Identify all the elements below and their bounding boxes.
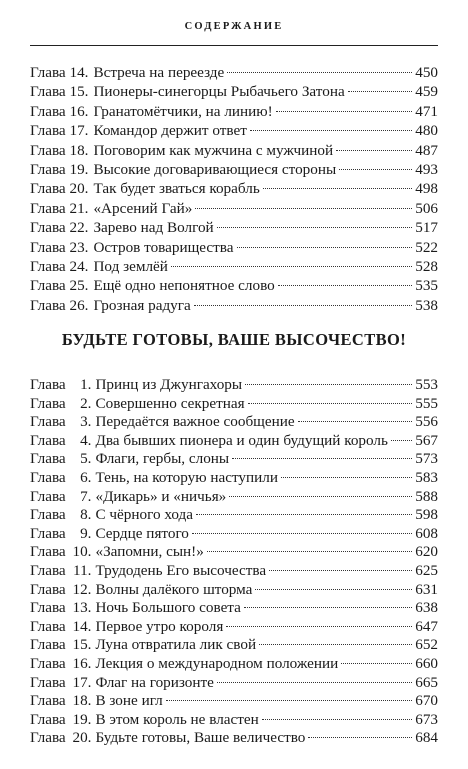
chapter-title: Командор держит ответ xyxy=(93,122,247,140)
chapter-number: 21. xyxy=(69,199,89,217)
chapter-title: Ночь Большого совета xyxy=(95,599,241,617)
chapter-number: 17. xyxy=(69,122,89,140)
toc-entry xyxy=(30,618,438,637)
chapter-title: Принц из Джунгахоры xyxy=(95,376,243,393)
chapter-number: 10. xyxy=(72,543,92,561)
chapter-label: Глава xyxy=(30,431,66,449)
page-number: 620 xyxy=(415,543,438,561)
toc-entry xyxy=(30,257,438,276)
page-number: 638 xyxy=(415,599,438,617)
dot-leader xyxy=(262,719,412,720)
toc-entry xyxy=(30,711,438,730)
chapter-label: Глава xyxy=(30,238,66,256)
chapter-title: Так будет зваться корабль xyxy=(93,180,260,198)
toc-entry xyxy=(30,692,438,711)
page-number: 450 xyxy=(415,64,438,81)
chapter-number: 16. xyxy=(69,102,89,120)
chapter-label: Глава xyxy=(30,561,66,579)
chapter-label: Глава xyxy=(30,122,66,140)
chapter-number: 3. xyxy=(80,413,92,431)
chapter-label: Глава xyxy=(30,543,66,561)
chapter-title: Будьте готовы, Ваше величество xyxy=(95,729,306,747)
dot-leader xyxy=(248,403,413,404)
chapter-title: Флаг на горизонте xyxy=(95,673,214,691)
toc-entry xyxy=(30,450,438,469)
chapter-title: «Дикарь» и «ничья» xyxy=(95,487,227,505)
dot-leader xyxy=(255,589,412,590)
dot-leader xyxy=(298,421,413,422)
page-number: 556 xyxy=(415,413,438,431)
toc-entry xyxy=(30,63,438,82)
chapter-number: 13. xyxy=(72,599,92,617)
chapter-number: 22. xyxy=(69,219,89,237)
toc-entry xyxy=(30,160,438,179)
toc-entry xyxy=(30,179,438,198)
dot-leader xyxy=(278,285,412,286)
chapter-label: Глава xyxy=(30,160,66,178)
page-number: 573 xyxy=(415,450,438,468)
chapter-label: Глава xyxy=(30,636,66,654)
page-number: 506 xyxy=(415,199,438,217)
dot-leader xyxy=(250,130,412,131)
dot-leader xyxy=(237,247,413,248)
dot-leader xyxy=(244,607,412,608)
chapter-number: 2. xyxy=(80,394,92,412)
chapter-label: Глава xyxy=(30,487,66,505)
chapter-title: Зарево над Волгой xyxy=(93,219,214,237)
chapter-title: Первое утро короля xyxy=(95,617,224,635)
chapter-title: Передаётся важное сообщение xyxy=(95,413,295,431)
page-number: 673 xyxy=(415,710,438,728)
chapter-label: Глава xyxy=(30,180,66,198)
chapter-number: 15. xyxy=(69,83,89,101)
toc-entry xyxy=(30,238,438,257)
dot-leader xyxy=(281,477,412,478)
chapter-number: 8. xyxy=(80,506,92,524)
chapter-number: 9. xyxy=(80,524,92,542)
chapter-label: Глава xyxy=(30,64,66,81)
page-number: 528 xyxy=(415,257,438,275)
chapter-title: С чёрного хода xyxy=(95,506,193,524)
chapter-label: Глава xyxy=(30,580,66,598)
page-number: 487 xyxy=(415,141,438,159)
page-number: 567 xyxy=(415,431,438,449)
page-number: 647 xyxy=(415,617,438,635)
page-number: 480 xyxy=(415,122,438,140)
page-number: 625 xyxy=(415,561,438,579)
dot-leader xyxy=(192,533,412,534)
page-number: 670 xyxy=(415,692,438,710)
toc-entry xyxy=(30,674,438,693)
dot-leader xyxy=(227,72,412,73)
chapter-title: Высокие договаривающиеся стороны xyxy=(93,160,337,178)
chapter-label: Глава xyxy=(30,376,66,393)
chapter-number: 1. xyxy=(80,376,92,393)
toc-entry xyxy=(30,655,438,674)
toc-list-part1 xyxy=(30,63,438,315)
toc-entry xyxy=(30,296,438,315)
dot-leader xyxy=(391,440,412,441)
toc-entry xyxy=(30,82,438,101)
chapter-title: Луна отвратила лик свой xyxy=(95,636,257,654)
chapter-title: Трудодень Его высочества xyxy=(95,561,267,579)
chapter-number: 6. xyxy=(80,468,92,486)
header-rule xyxy=(30,45,438,46)
toc-entry xyxy=(30,506,438,525)
chapter-title: «Арсений Гай» xyxy=(93,199,193,217)
dot-leader xyxy=(195,208,412,209)
chapter-title: Остров товарищества xyxy=(93,238,234,256)
chapter-number: 7. xyxy=(80,487,92,505)
dot-leader xyxy=(166,700,412,701)
page-number: 493 xyxy=(415,160,438,178)
toc-entry xyxy=(30,599,438,618)
chapter-label: Глава xyxy=(30,654,66,672)
page-number: 498 xyxy=(415,180,438,198)
chapter-number: 20. xyxy=(69,180,89,198)
chapter-label: Глава xyxy=(30,296,66,314)
dot-leader xyxy=(348,91,413,92)
toc-entry xyxy=(30,121,438,140)
dot-leader xyxy=(171,266,412,267)
page-number: 660 xyxy=(415,654,438,672)
chapter-number: 23. xyxy=(69,238,89,256)
dot-leader xyxy=(232,458,412,459)
chapter-number: 5. xyxy=(80,450,92,468)
dot-leader xyxy=(263,188,412,189)
page-number: 538 xyxy=(415,296,438,314)
chapter-title: Сердце пятого xyxy=(95,524,189,542)
chapter-number: 14. xyxy=(72,617,92,635)
chapter-label: Глава xyxy=(30,617,66,635)
page-number: 553 xyxy=(415,376,438,393)
dot-leader xyxy=(226,626,412,627)
chapter-label: Глава xyxy=(30,257,66,275)
chapter-title: Грозная радуга xyxy=(93,296,191,314)
chapter-number: 26. xyxy=(69,296,89,314)
page-number: 517 xyxy=(415,219,438,237)
page-number: 665 xyxy=(415,673,438,691)
chapter-title: Встреча на переезде xyxy=(93,64,225,81)
chapter-label: Глава xyxy=(30,219,66,237)
toc-entry xyxy=(30,562,438,581)
chapter-title: «Запомни, сын!» xyxy=(95,543,204,561)
toc-entry xyxy=(30,218,438,237)
page-number: 471 xyxy=(415,102,438,120)
chapter-label: Глава xyxy=(30,277,66,295)
chapter-title: Гранатомётчики, на линию! xyxy=(93,102,273,120)
dot-leader xyxy=(269,570,412,571)
chapter-number: 18. xyxy=(72,692,92,710)
dot-leader xyxy=(207,551,412,552)
page-number: 598 xyxy=(415,506,438,524)
chapter-title: Лекция о международном положении xyxy=(95,654,339,672)
page-number: 588 xyxy=(415,487,438,505)
dot-leader xyxy=(276,111,413,112)
toc-entry xyxy=(30,729,438,748)
chapter-label: Глава xyxy=(30,692,66,710)
page-number: 555 xyxy=(415,394,438,412)
dot-leader xyxy=(217,227,413,228)
chapter-label: Глава xyxy=(30,199,66,217)
chapter-title: Тень, на которую наступили xyxy=(95,468,278,486)
chapter-number: 17. xyxy=(72,673,92,691)
page-number: 535 xyxy=(415,277,438,295)
chapter-label: Глава xyxy=(30,83,66,101)
dot-leader xyxy=(229,496,412,497)
chapter-label: Глава xyxy=(30,599,66,617)
chapter-title: Флаги, гербы, слоны xyxy=(95,450,230,468)
toc-entry xyxy=(30,395,438,414)
chapter-number: 18. xyxy=(69,141,89,159)
toc-entry xyxy=(30,432,438,451)
toc-entry xyxy=(30,469,438,488)
chapter-title: Волны далёкого шторма xyxy=(95,580,253,598)
page-number: 652 xyxy=(415,636,438,654)
toc-entry xyxy=(30,413,438,432)
chapter-label: Глава xyxy=(30,141,66,159)
chapter-title: Пионеры-синегорцы Рыбачьего Затона xyxy=(93,83,345,101)
dot-leader xyxy=(196,514,412,515)
toc-entry xyxy=(30,199,438,218)
chapter-number: 12. xyxy=(72,580,92,598)
dot-leader xyxy=(341,663,412,664)
chapter-title: Ещё одно непонятное слово xyxy=(93,277,275,295)
page-number: 583 xyxy=(415,468,438,486)
chapter-label: Глава xyxy=(30,102,66,120)
page-header: СОДЕРЖАНИЕ xyxy=(184,21,284,32)
chapter-label: Глава xyxy=(30,506,66,524)
toc-entry xyxy=(30,141,438,160)
chapter-label: Глава xyxy=(30,394,66,412)
chapter-label: Глава xyxy=(30,468,66,486)
dot-leader xyxy=(339,169,412,170)
chapter-label: Глава xyxy=(30,524,66,542)
dot-leader xyxy=(245,384,412,385)
chapter-number: 24. xyxy=(69,257,89,275)
chapter-number: 14. xyxy=(69,64,89,81)
page-number: 459 xyxy=(415,83,438,101)
toc-list-part2 xyxy=(30,376,438,748)
toc-entry xyxy=(30,376,438,395)
chapter-label: Глава xyxy=(30,729,66,747)
chapter-title: В зоне игл xyxy=(95,692,163,710)
dot-leader xyxy=(336,150,412,151)
chapter-title: Под землёй xyxy=(93,257,168,275)
chapter-number: 25. xyxy=(69,277,89,295)
page-number: 608 xyxy=(415,524,438,542)
toc-entry xyxy=(30,488,438,507)
chapter-number: 11. xyxy=(73,561,92,579)
chapter-title: В этом король не властен xyxy=(95,710,259,728)
toc-entry xyxy=(30,525,438,544)
dot-leader xyxy=(194,305,412,306)
chapter-title: Совершенно секретная xyxy=(95,394,245,412)
chapter-label: Глава xyxy=(30,450,66,468)
page-number: 684 xyxy=(415,729,438,747)
chapter-number: 15. xyxy=(72,636,92,654)
chapter-label: Глава xyxy=(30,673,66,691)
section-title: БУДЬТЕ ГОТОВЫ, ВАШЕ ВЫСОЧЕСТВО! xyxy=(61,330,407,349)
toc-entry xyxy=(30,581,438,600)
toc-entry xyxy=(30,543,438,562)
dot-leader xyxy=(308,737,412,738)
chapter-number: 19. xyxy=(72,710,92,728)
page-number: 522 xyxy=(415,238,438,256)
dot-leader xyxy=(259,644,412,645)
chapter-number: 4. xyxy=(80,431,92,449)
chapter-number: 19. xyxy=(69,160,89,178)
toc-entry xyxy=(30,636,438,655)
chapter-number: 20. xyxy=(72,729,92,747)
page-number: 631 xyxy=(415,580,438,598)
toc-entry xyxy=(30,276,438,295)
chapter-title: Два бывших пионера и один будущий король xyxy=(95,431,388,449)
toc-entry xyxy=(30,102,438,121)
chapter-title: Поговорим как мужчина с мужчиной xyxy=(93,141,334,159)
chapter-label: Глава xyxy=(30,710,66,728)
chapter-label: Глава xyxy=(30,413,66,431)
chapter-number: 16. xyxy=(72,654,92,672)
dot-leader xyxy=(217,682,412,683)
